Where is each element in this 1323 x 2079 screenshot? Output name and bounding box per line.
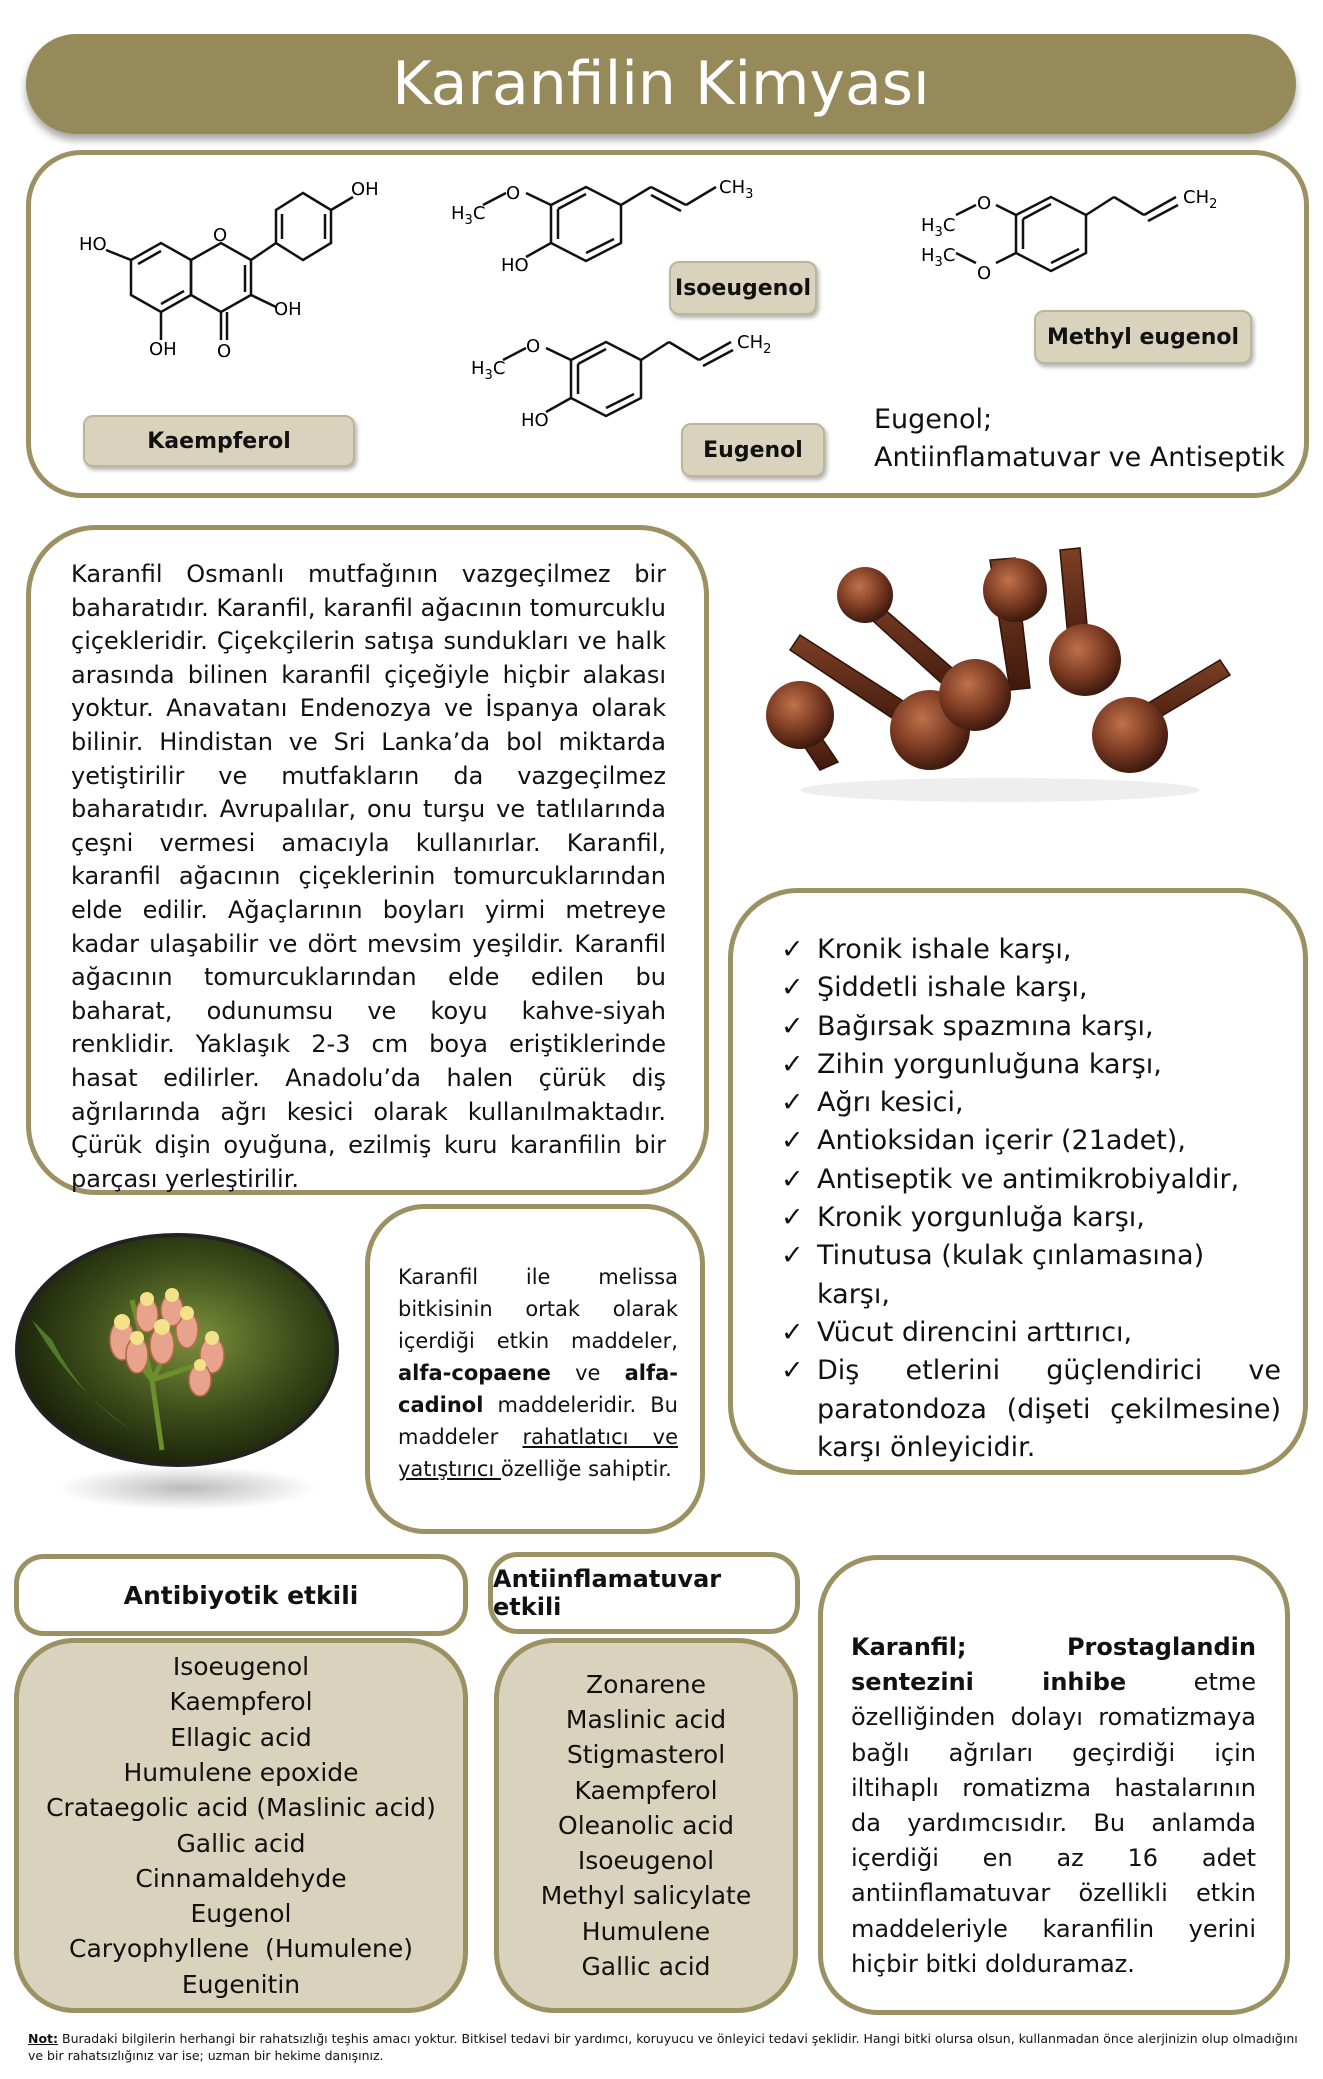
methyl-label: $H_3C$ <box>451 203 486 228</box>
carbonyl-oxygen: O <box>217 341 232 362</box>
underlined-property: rahatlatıcı ve yatıştırıcı <box>398 1425 678 1481</box>
melissa-panel <box>365 1204 705 1534</box>
list-item: Ellagic acid <box>170 1722 312 1752</box>
antibiotic-list <box>14 1638 468 2013</box>
list-item: Humulene epoxide <box>123 1757 359 1787</box>
list-item: Gallic acid <box>176 1828 306 1858</box>
oh-label: OH <box>274 299 302 320</box>
benefit-item: ✓ Zihin yorgunluğuna karşı, <box>781 1046 1281 1084</box>
clove-photo <box>760 540 1240 810</box>
list-item: Eugenitin <box>181 1969 301 1999</box>
list-item: Methyl salicylate <box>540 1881 752 1911</box>
check-icon: ✓ <box>781 1125 804 1157</box>
check-icon: ✓ <box>781 1240 804 1272</box>
benefits-list <box>781 931 1281 1467</box>
ho-label: HO <box>521 410 549 431</box>
check-icon: ✓ <box>781 972 804 1004</box>
isoeugenol-label: Isoeugenol <box>669 261 817 315</box>
check-icon: ✓ <box>781 1316 804 1348</box>
benefit-item: ✓ Bağırsak spazmına karşı, <box>781 1008 1281 1046</box>
antibiotic-heading: Antibiyotik etkili <box>14 1554 468 1636</box>
antiinflammatory-list <box>494 1638 798 2013</box>
story-panel <box>26 525 709 1195</box>
benefit-item: ✓ Vücut direncini arttırıcı, <box>781 1314 1281 1352</box>
benefit-item: ✓ Tinutusa (kulak çınlamasına) karşı, <box>781 1237 1281 1314</box>
ch2-label: $CH_2$ <box>1183 187 1218 212</box>
kaempferol-label: Kaempferol <box>83 415 355 467</box>
list-item: Kaempferol <box>574 1775 718 1805</box>
check-icon: ✓ <box>781 1202 804 1234</box>
check-icon: ✓ <box>781 934 804 965</box>
clove-flower-photo <box>12 1230 342 1520</box>
benefit-item: ✓ Şiddetli ishale karşı, <box>781 969 1281 1007</box>
antiinflammatory-heading: Antiinflamatuvar etkili <box>488 1552 800 1634</box>
ho-label: HO <box>79 234 107 255</box>
oxygen-label: O <box>506 183 521 204</box>
methyl-label: $H_3C$ <box>921 245 956 270</box>
list-item: Gallic acid <box>581 1952 711 1982</box>
story-text: Karanfil Osmanlı mutfağının vazgeçilmez bir baharatıdır. Karanfil, karanfil ağacının tomurcuklu çiçekleridir. Çiçekçilerin satışa sundukları ve halk arasında bilinen karanfil çiçeğiyle hiçbir alakası yoktur. Anavatanı Endenozya ve İspanya olarak bilinir. Hindistan ve Sri Lanka’da bol miktarda yetiştirilir ve mutfakların da vazgeçilmez baharatıdır. Avrupalılar, onu turşu ve tatlılarında çeşni vermesi amacıyla kullanırlar. Karanfil, karanfil ağacının çiçeklerinin tomurcuklarından elde edilir. Ağaçlarının boyları yirmi metreye kadar ulaşabilir ve dört mevsim yeşildir. Karanfil ağacının tomurcuklarından elde edilen bu baharat, odunumsu ve koyu kahve-siyah renklidir. Yaklaşık 2-3 cm boya eriştiklerinde hasat edilirler. Anadolu’da halen çürük diş ağrılarında ağrı kesici olarak kullanılmaktadır. Çürük dişin oyuğuna, ezilmiş kuru karanfilin bir parçası yerleştirilir. <box>71 560 667 1193</box>
benefit-item: ✓ Antioksidan içerir (21adet), <box>781 1122 1281 1160</box>
oh-label: OH <box>351 179 379 200</box>
oxygen-label: O <box>526 336 541 357</box>
list-item: Cinnamaldehyde <box>135 1863 347 1893</box>
list-item: Isoeugenol <box>172 1652 310 1682</box>
check-icon: ✓ <box>781 1355 804 1387</box>
list-item: Isoeugenol <box>577 1846 715 1876</box>
page-title: Karanfilin Kimyası <box>26 34 1296 134</box>
melissa-text: Karanfil ile melissa bitkisinin ortak olarak içerdiği etkin maddeler, alfa-copaene ve alfa-cadinol maddeleridir. Bu maddeler rahatlatıcı ve yatıştırıcı özelliğe sahiptir. <box>398 1265 678 1481</box>
list-item: Maslinic acid <box>565 1704 727 1734</box>
caption-line-2: Antiinflamatuvar ve Antiseptik <box>874 442 1285 473</box>
check-icon: ✓ <box>781 1010 804 1042</box>
chemistry-panel <box>26 150 1309 498</box>
methyl-eugenol-structure <box>891 175 1291 325</box>
ch2-label: $CH_2$ <box>737 332 772 357</box>
list-item: Caryophyllene (Humulene) <box>69 1934 413 1964</box>
ring-oxygen: O <box>213 225 228 246</box>
benefit-item: ✓ Diş etlerini güçlendirici ve paratondoza (dişeti çekilmesine) karşı önleyicidir. <box>781 1352 1281 1467</box>
caption-line-1: Eugenol; <box>874 404 993 435</box>
list-item: Oleanolic acid <box>558 1810 734 1840</box>
list-item: Kaempferol <box>169 1687 313 1717</box>
ch3-label: $CH_3$ <box>719 177 754 202</box>
kaempferol-structure <box>71 175 379 375</box>
prostaglandin-text: Karanfil; Prostaglandin sentezini inhibe etme özelliğinden dolayı romatizmaya bağlı ağrıları geçirdiği için iltihaplı romatizma hastalarının da yardımcısıdır. Bu anlamda içerdiği en az 16 adet antiinflamatuvar özellikli etkin maddeleriyle karanfilin yerini hiçbir bitki dolduramaz. <box>851 1633 1257 1978</box>
compound-alfa-copaene: alfa-copaene <box>398 1361 551 1385</box>
methyl-eugenol-label: Methyl eugenol <box>1034 310 1252 364</box>
benefits-panel <box>728 888 1308 1475</box>
benefit-item: ✓ Ağrı kesici, <box>781 1084 1281 1122</box>
list-item: Zonarene <box>586 1669 706 1699</box>
benefit-item: ✓ Kronik ishale karşı, <box>781 931 1281 969</box>
check-icon: ✓ <box>781 1163 804 1195</box>
eugenol-caption <box>874 401 1285 477</box>
check-icon: ✓ <box>781 1087 804 1119</box>
methyl-label: $H_3C$ <box>471 358 506 383</box>
check-icon: ✓ <box>781 1048 804 1080</box>
compound-alfa-cadinol: alfa-cadinol <box>398 1361 678 1417</box>
list-item: Humulene <box>581 1916 711 1946</box>
disclaimer-note: Not: Buradaki bilgilerin herhangi bir rahatsızlığı teşhis amacı yoktur. Bitkisel tedavi bir yardımcı, koruyucu ve önleyici tedavi şeklidir. Hangi bitki olursa olsun, kullanmadan önce alerjinizin olup olmadığını ve bir rahatsızlığınız var ise; uzman bir hekime danışınız. <box>28 2031 1298 2063</box>
benefit-item: ✓ Kronik yorgunluğa karşı, <box>781 1199 1281 1237</box>
oh-label: OH <box>149 339 177 360</box>
list-item: Stigmasterol <box>566 1740 726 1770</box>
oxygen-label: O <box>977 193 992 214</box>
prostaglandin-panel <box>818 1555 1290 2015</box>
methyl-label: $H_3C$ <box>921 215 956 240</box>
oxygen-label: O <box>977 263 992 284</box>
ho-label: HO <box>501 255 529 276</box>
list-item: Crataegolic acid (Maslinic acid) <box>46 1793 436 1823</box>
note-label: Not: <box>28 2031 59 2046</box>
prostaglandin-emphasis: Karanfil; Prostaglandin sentezini inhibe <box>851 1633 1256 1697</box>
eugenol-label: Eugenol <box>681 423 825 477</box>
benefit-item: ✓ Antiseptik ve antimikrobiyaldir, <box>781 1161 1281 1199</box>
list-item: Eugenol <box>190 1899 292 1929</box>
